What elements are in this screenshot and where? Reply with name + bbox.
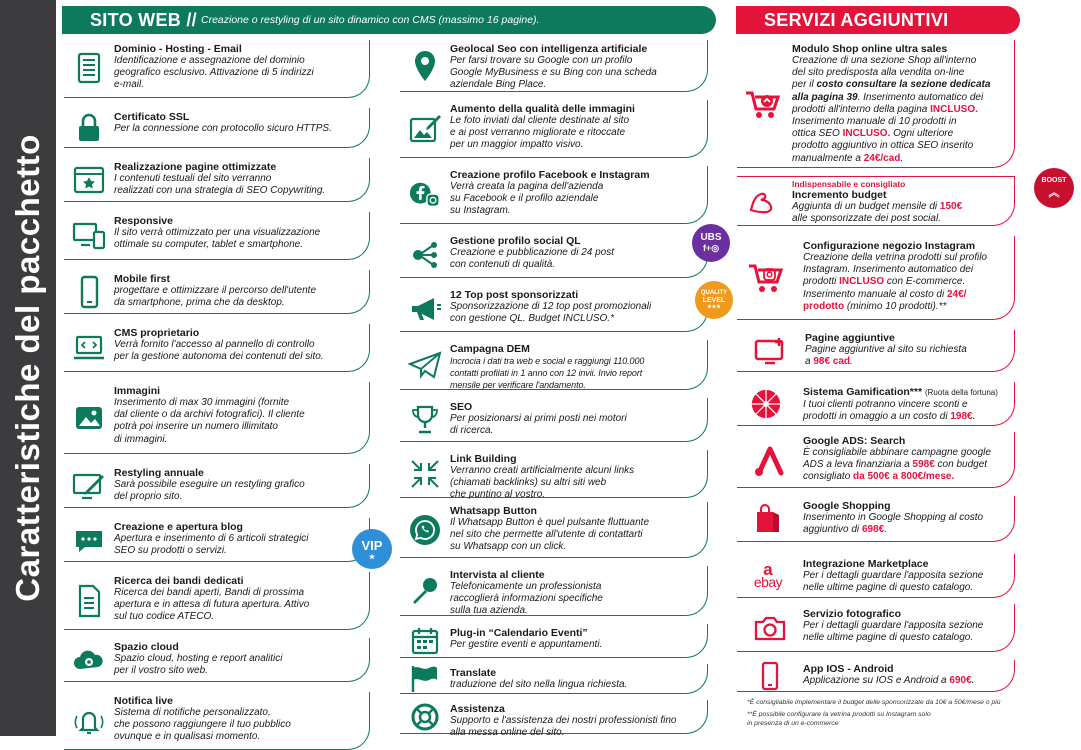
sidebar [0,0,56,736]
wheel-icon [749,387,783,421]
microphone-icon [408,574,442,608]
cloud-gear-icon [72,643,106,677]
feature-title: Mobile first [114,273,171,285]
feature-desc: Il sito verrà ottimizzato per una visualizzazione ottimale su computer, tablet e smartphone. [114,227,321,251]
photo-edit-icon [408,112,442,146]
feature-notifica [64,692,370,750]
muscle-icon [745,184,779,218]
foto-desc: Per i dettagli guardare l'apposita sezione nelle ultime pagine di questo catalogo. [803,620,984,644]
feature-title: Realizzazione pagine ottimizzate [114,161,277,173]
whatsapp-icon [408,513,442,547]
laptop-code-icon [72,331,106,365]
feature-title: Link Building [450,453,517,465]
instagram-desc: Creazione della vetrina prodotti sul profilo Instagram. Inserimento automatico dei prodotti INCLUSO con E-commerce. Inserimento manuale al costo di 24€/ prodotto (minimo 10 prodotti).** [803,252,987,312]
server-icon [72,52,106,86]
feature-title: Campagna DEM [450,343,530,355]
service-shopping [737,496,1015,542]
feature-desc: I contenuti testuali del sito verranno realizzati con una strategia di SEO Copywriting. [114,173,326,197]
shopping-bag-icon [751,502,785,536]
feature-responsive [64,212,370,260]
chat-bubble-icon [72,523,106,557]
feature-title: Aumento della qualità delle immagini [450,103,635,115]
feature-seo [400,398,708,442]
footnote-2: **È possibile configurare la vetrina prodotti su Instagram solo [747,711,931,718]
budget-pretitle: Indispensabile e consigliato [792,179,906,189]
feature-desc: traduzione del sito nella lingua richiesta. [450,679,628,690]
quality-badge: QUALITY LEVEL ★★★ [695,281,733,319]
feature-desc: Per farsi trovare su Google con un profilo Google MyBusiness e su Bing con una scheda aziendale Bing Place. [450,55,657,91]
service-instagram [737,236,1015,320]
shopping-title: Google Shopping [803,500,891,512]
feature-desc: Incrocia i dati tra web e social e raggiungi 110.000 contatti profilati in 1 anno con 12 invii. Invio report mensile per verificare l'andamento. [450,356,645,391]
feature-cms [64,324,370,372]
feature-desc: Apertura e inserimento di 6 articoli strategici SEO su prodotti o servizi. [114,533,309,557]
instagram-title: Configurazione negozio Instagram [803,240,976,252]
feature-desc: progettare e ottimizzare il percorso dell'utente da smartphone, prima che da desktop. [114,285,317,309]
shop-title: Modulo Shop online ultra sales [792,43,948,55]
feature-title: Notifica live [114,695,173,707]
feature-title: Spazio cloud [114,641,179,653]
shopping-cart-icon [743,84,783,124]
feature-desc: Per la connessione con protocollo sicuro HTTPS. [114,123,332,134]
feature-desc: Ricerca dei bandi aperti, Bandi di prossima apertura e in attesa di futura apertura. Attivo sul tuo codice ATECO. [114,587,310,623]
megaphone-icon [408,292,442,326]
feature-cloud [64,638,370,682]
footnote-1: *È consigliabile implementare il budget delle sponsorizzate da 10€ a 50€/mese o più [747,699,1001,706]
shop-desc: Creazione di una sezione Shop all'interno del sito predisposta alla vendita on-line per il costo consultare la sezione dedicata alla pagina 39. Inserimento automatico dei prodotti all'interno della pagina INCLUSO. Inserimento manuale di 10 prodotti in ottica SEO INCLUSO. Ogni ulteriore prodotto aggiuntivo in ottica SEO inserito manualmente a 24€/cad. [792,55,991,164]
trophy-icon [408,403,442,437]
smartphone-icon [72,275,106,309]
feature-desc: Supporto e l'assistenza dei nostri professionisti fino alla messa online del sito. [450,715,677,739]
gamification-desc: I tuoi clienti potranno vincere sconti e prodotti in omaggio a un costo di 198€. [803,399,976,423]
feature-pagine [64,158,370,202]
feature-desc: Il Whatsapp Button è quel pulsante fluttuante nel sito che permette all'utente di contattarti su Whatsapp con un click. [450,517,650,553]
ads-title: Google ADS: Search [803,435,906,447]
image-icon [72,401,106,435]
feature-title: Certificato SSL [114,111,190,123]
feature-title: CMS proprietario [114,327,200,339]
paper-plane-icon [408,348,442,382]
service-gamification [737,382,1015,426]
feature-title: Creazione e apertura blog [114,521,243,533]
service-pagine [737,330,1015,372]
network-icon [408,238,442,272]
document-icon [72,584,106,618]
lifebuoy-icon [408,700,442,734]
feature-title: Creazione profilo Facebook e Instagram [450,169,650,181]
service-app [737,660,1015,692]
monitor-pen-icon [72,469,106,503]
feature-calendario [400,624,708,658]
feature-desc: Creazione e pubblicazione di 24 post con contenuti di qualità. [450,247,614,271]
app-desc: Applicazione su IOS e Android a 690€. [803,675,975,686]
pagine-desc: Pagine aggiuntive al sito su richiesta a 98€ cad. [805,344,967,368]
feature-mobile [64,270,370,314]
header-servizi [736,6,1020,34]
camera-icon [753,611,787,645]
lock-icon [72,111,106,145]
feature-qualita [400,100,708,158]
service-shop [737,40,1015,168]
header-subtitle: Creazione o restyling di un sito dinamico con CMS (massimo 16 pagine). [200,14,540,26]
feature-title: Intervista al cliente [450,569,545,581]
feature-title: Restyling annuale [114,467,204,479]
feature-desc: Sistema di notifiche personalizzato, che possono raggiungere il tuo pubblico ovunque e in qualisasi momento. [114,707,291,743]
bell-icon [72,704,106,738]
feature-facebook [400,166,708,224]
feature-link [400,450,708,501]
feature-title: Geolocal Seo con intelligenza artificiale [450,43,648,55]
feature-ssl [64,108,370,148]
budget-title: Incremento budget [792,189,887,201]
feature-desc: Verrà creata la pagina dell'azienda su Facebook e il profilo aziendale su Instagram. [450,181,604,217]
shopping-desc: Inserimento in Google Shopping al costo aggiuntivo di 698€. [803,512,984,536]
feature-desc: Identificazione e assegnazione del dominio geografico esclusivo. Attivazione di 5 indirizzi e-mail. [114,55,314,91]
ads-desc: È consigliabile abbinare campagne google ADS a leva finanziaria a 598€ con budget consigliato da 500€ a 800€/mese. [803,447,991,483]
monitor-plus-icon [753,334,787,368]
marketplace-desc: Per i dettagli guardare l'apposita sezione nelle ultime pagine di questo catalogo. [803,570,984,594]
calendar-icon [408,624,442,658]
service-budget [737,176,1015,226]
feature-intervista [400,566,708,616]
feature-title: Ricerca dei bandi dedicati [114,575,244,587]
devices-icon [72,219,106,253]
vip-badge: VIP ★ [352,529,392,569]
feature-social [400,232,708,278]
feature-desc: Per gestire eventi e appuntamenti. [450,639,603,650]
amazon-ebay-icon: a ebay [753,559,783,590]
service-foto [737,604,1015,652]
feature-translate [400,664,708,694]
feature-desc: Spazio cloud, hosting e report analitici per il vostro sito web. [114,653,283,677]
cart-instagram-icon [747,258,787,298]
feature-whatsapp [400,502,708,558]
feature-title: Whatsapp Button [450,505,537,517]
facebook-instagram-icon [408,178,442,212]
map-pin-icon [408,49,442,83]
feature-dem [400,340,708,390]
feature-geolocal [400,40,708,92]
phone-app-icon [753,659,787,693]
feature-title: Assistenza [450,703,505,715]
feature-dominio [64,40,370,98]
marketplace-title: Integrazione Marketplace [803,558,929,570]
google-ads-icon [751,441,789,479]
feature-desc: Le foto inviati dal cliente destinate al sito e ai post verranno migliorate e ritoccate per un maggior impatto visivo. [450,115,629,151]
feature-title: Plug-in “Calendario Eventi” [450,627,588,639]
feature-desc: Telefonicamente un professionista raccoglierà informazioni specifiche sulla tua azienda. [450,581,603,617]
feature-desc: Sponsorizzazione di 12 top post promozionali con gestione QL. Budget INCLUSO.* [450,301,652,325]
app-title: App IOS - Android [803,663,894,675]
feature-title: 12 Top post sponsorizzati [450,289,579,301]
header-servizi-title: SERVIZI AGGIUNTIVI [764,9,949,30]
feature-desc: Verrà fornito l'accesso al pannello di controllo per la gestione autonoma dei contenuti del sito. [114,339,324,363]
flag-icon [408,662,442,696]
feature-title: Gestione profilo social QL [450,235,581,247]
pagine-title: Pagine aggiuntive [805,332,895,344]
gamification-title: Sistema Gamification*** (Ruota della fortuna) [803,386,998,398]
feature-bandi [64,572,370,630]
feature-toppost [400,286,708,332]
budget-desc: Aggiunta di un budget mensile di 150€ alle sponsorizzate dei post social. [792,201,963,225]
feature-restyling [64,464,370,508]
feature-title: Responsive [114,215,173,227]
sidebar-title: Caratteristiche del pacchetto [9,134,46,602]
feature-assistenza [400,700,708,739]
feature-title: Dominio - Hosting - Email [114,43,242,55]
feature-desc: Per posizionarsi ai primi posti nei motori di ricerca. [450,413,627,437]
feature-desc: Sarà possibile eseguire un restyling grafico del proprio sito. [114,479,305,503]
feature-desc: Inserimento di max 30 immagini (fornite dal cliente o da archivi fotografici). Il cliente potrà poi inserire un numero illimitato di immagini. [114,397,305,445]
ubs-badge: UBS f+◎ [692,224,730,262]
header-sito-web [62,6,716,34]
arrows-in-icon [408,457,442,491]
foto-title: Servizio fotografico [803,608,902,620]
boost-badge: BOOST ︽ [1034,168,1074,208]
feature-title: Translate [450,667,497,679]
header-title: SITO WEB // [90,9,197,30]
feature-title: SEO [450,401,473,413]
feature-blog [64,518,370,562]
service-marketplace [737,554,1015,598]
feature-desc: Verranno creati artificialmente alcuni links (chiamati backlinks) su altri siti web che puntino al vostro. [450,465,635,501]
footnote-3: in presenza di un e-commerce [747,720,839,727]
feature-immagini [64,382,370,454]
feature-title: Immagini [114,385,161,397]
browser-star-icon [72,163,106,197]
service-ads [737,432,1015,488]
